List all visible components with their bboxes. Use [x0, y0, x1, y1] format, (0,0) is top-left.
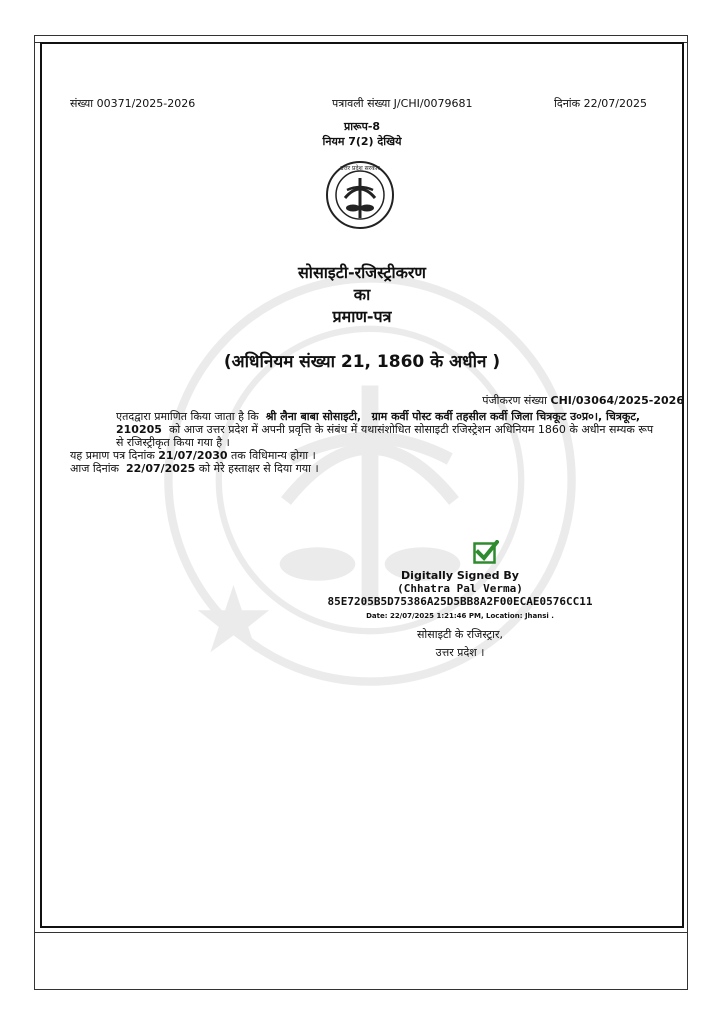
up-government-emblem-icon — [325, 160, 395, 230]
signatory-designation — [320, 626, 600, 662]
signer-name: (Chhatra Pal Verma) — [397, 582, 523, 595]
outer-bottom-rule — [34, 932, 688, 933]
serial-number: संख्या 00371/2025-2026 — [70, 97, 196, 110]
today-date: 22/07/2025 — [126, 462, 196, 475]
registration-label: पंजीकरण संख्या — [482, 394, 548, 407]
role-line-2: उत्तर प्रदेश । — [435, 646, 485, 659]
signed-by-label: Digitally Signed By — [401, 569, 519, 582]
issue-date: दिनांक 22/07/2025 — [554, 97, 647, 110]
role-line-1: सोसाइटी के रजिस्ट्रार, — [417, 628, 503, 641]
signature-hash: 85E7205B5D75386A25D5BB8A2F00ECAE0576CC11 — [327, 595, 593, 608]
form-reference — [40, 119, 684, 149]
society-address: ग्राम कर्वी पोस्ट कर्वी तहसील कर्वी जिला चित्रकूट उ०प्र०।, चित्रकूट, 210205 — [116, 410, 641, 436]
form-rule: नियम 7(2) देखिये — [322, 135, 402, 148]
digital-signature — [320, 569, 600, 608]
file-number: पत्रावली संख्या J/CHI/0079681 — [332, 97, 473, 110]
certificate-body — [70, 410, 662, 475]
form-number: प्रारूप-8 — [343, 120, 381, 133]
cert-suffix: को आज उत्तर प्रदेश में अपनी प्रवृत्ति के संबंध में यथासंशोधित सोसाइटी रजिस्ट्रेशन अधिनियम 1860 के अधीन सम्यक रूप से रजिस्ट्रीकृत किया गया है । — [116, 423, 654, 449]
act-reference: (अधिनियम संख्या 21, 1860 के अधीन ) — [223, 352, 501, 372]
certificate-title — [40, 262, 684, 328]
valid-suffix: तक विधिमान्य होगा । — [231, 449, 316, 462]
today-suffix: को मेरे हस्ताक्षर से दिया गया । — [198, 462, 319, 475]
cert-prefix: एतदद्वारा प्रमाणित किया जाता है कि — [116, 410, 259, 423]
society-name: श्री लैना बाबा सोसाइटी, — [265, 410, 362, 423]
today-prefix: आज दिनांक — [70, 462, 119, 475]
title-line-3: प्रमाण-पत्र — [332, 307, 392, 326]
emblem-text: उत्तर प्रदेश सरकार — [340, 165, 380, 172]
registration-value: CHI/03064/2025-2026 — [550, 394, 684, 407]
checkmark-icon — [473, 540, 499, 564]
valid-prefix: यह प्रमाण पत्र दिनांक — [70, 449, 155, 462]
signature-date-location: Date: 22/07/2025 1:21:46 PM, Location: Jhansi . — [366, 612, 554, 620]
title-line-1: सोसाइटी-रजिस्ट्रीकरण — [297, 263, 427, 282]
registration-number — [384, 393, 684, 408]
title-line-2: का — [353, 285, 371, 304]
valid-date: 21/07/2030 — [158, 449, 228, 462]
